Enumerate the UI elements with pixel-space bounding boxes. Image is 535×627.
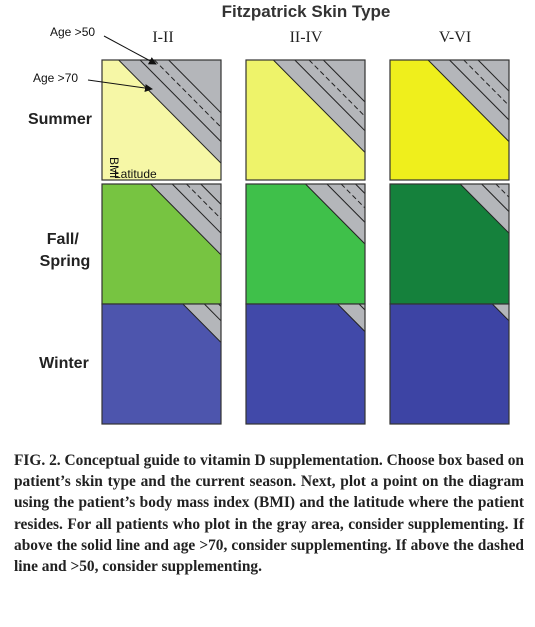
diagram-header: Fitzpatrick Skin Type bbox=[221, 2, 391, 21]
row-label-winter bbox=[39, 355, 89, 372]
age-50-label: Age >50 bbox=[50, 25, 96, 39]
figure-caption: FIG. 2. Conceptual guide to vitamin D supplementation. Choose box based on patient’s skin type and the current season. Next, plot a point on the diagram using the patient’s body mass index (BMI) and the latitude where the patient resides. For all patients who plot in the gray area, consider supplementing. If above the solid line and age >70, consider supplementing. If above the dashed line and >50, consider supplementing. bbox=[14, 452, 524, 576]
row-label-summer-line: Summer bbox=[27, 111, 93, 128]
row-label-winter-line: Winter bbox=[39, 355, 89, 372]
column-label-v-vi: V-VI bbox=[438, 29, 472, 46]
diagram-grid bbox=[102, 60, 509, 424]
cell-winter-ii-iv-colored-region bbox=[246, 304, 365, 424]
column-label-ii-iv: II-IV bbox=[289, 29, 323, 46]
bmi-axis-label: BMI bbox=[107, 157, 121, 179]
row-label-fall-spring bbox=[40, 231, 91, 270]
row-label-spring-line: Spring bbox=[39, 253, 91, 270]
age-70-label: Age >70 bbox=[33, 71, 79, 85]
row-label-fall-line: Fall/ bbox=[46, 231, 79, 248]
row-label-summer bbox=[28, 111, 92, 128]
latitude-axis-label: Latitude bbox=[114, 167, 157, 181]
cell-winter-v-vi-colored-region bbox=[390, 304, 509, 424]
column-label-i-ii: I-II bbox=[152, 29, 174, 46]
